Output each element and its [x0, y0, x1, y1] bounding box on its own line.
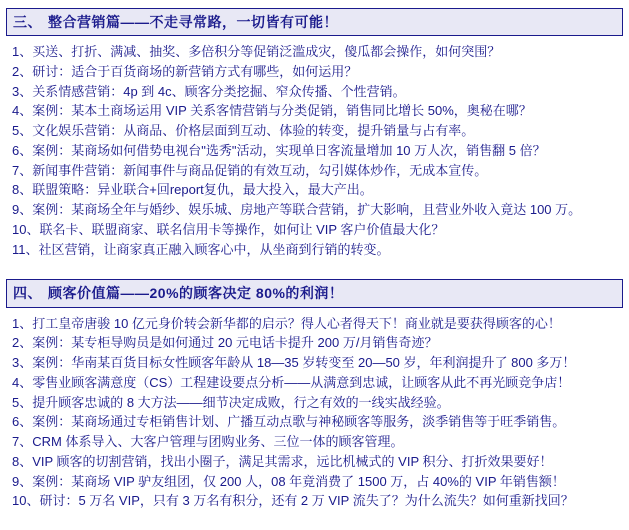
list-item: 7、CRM 体系导入、大客户管理与团购业务、三位一体的顾客管理。	[12, 434, 404, 450]
list-item: 8、VIP 顾客的切割营销，找出小圈子，满足其需求，远比机械式的 VIP 积分、打折效果要好！	[12, 453, 553, 469]
section-4-items	[6, 308, 623, 514]
list-item: 8、联盟策略：异业联合+回report复仇，最大投入，最大产出。	[12, 182, 373, 198]
list-item: 1、打工皇帝唐骏 10 亿元身价转会新华都的启示？得人心者得天下！商业就是要获得顾客的心！	[12, 315, 561, 331]
list-item: 10、联名卡、联盟商家、联名信用卡等操作，如何让 VIP 客户价值最大化？	[12, 221, 445, 237]
section-3-title: 整合营销篇——不走寻常路，一切皆有可能！	[48, 14, 338, 30]
list-item: 7、新闻事件营销：新闻事件与商品促销的有效互动，勾引媒体炒作，无成本宣传。	[12, 162, 488, 178]
list-item: 6、案例：某商场通过专柜销售计划、广播互动点歌与神秘顾客等服务，淡季销售等于旺季销售。	[12, 414, 566, 430]
section-3-number: 三、	[13, 14, 42, 30]
list-item: 9、案例：某商场 VIP 驴友组团，仅 200 人，08 年竟消费了 1500 万，占 40%的 VIP 年销售额！	[12, 473, 565, 489]
list-item: 5、文化娱乐营销：从商品、价格层面到互动、体验的转变，提升销量与占有率。	[12, 123, 475, 139]
section-4-number: 四、	[13, 285, 42, 302]
section-3-items	[6, 36, 623, 261]
list-item: 9、案例：某商场全年与婚纱、娱乐城、房地产等联合营销，扩大影响，且营业外收入竟达 100 万。	[12, 202, 582, 218]
list-item: 4、案例：某本土商场运用 VIP 关系客情营销与分类促销，销售同比增长 50%，奥秘在哪？	[12, 103, 532, 119]
list-item: 10、研讨：5 万名 VIP，只有 3 万名有积分，还有 2 万 VIP 流失了？为什么流失？如何重新找回？	[12, 493, 574, 509]
section-3	[6, 8, 623, 261]
list-item: 6、案例：某商场如何借势电视台"选秀"活动，实现单日客流量增加 10 万人次，销售翻 5 倍？	[12, 142, 546, 158]
section-4-title: 顾客价值篇——20%的顾客决定 80%的利润！	[48, 285, 344, 302]
list-item: 1、买送、打折、满减、抽奖、多倍积分等促销泛滥成灾，傻瓜都会操作，如何突围？	[12, 44, 501, 60]
section-3-header	[6, 8, 623, 36]
list-item: 3、案例：华南某百货目标女性顾客年龄从 18—35 岁转变至 20—50 岁，年利润提升了 800 多万！	[12, 355, 576, 371]
list-item: 2、研讨：适合于百货商场的新营销方式有哪些，如何运用？	[12, 63, 358, 79]
list-item: 11、社区营销，让商家真正融入顾客心中，从坐商到行销的转变。	[12, 241, 390, 257]
section-4-header	[6, 279, 623, 307]
list-item: 5、提升顾客忠诚的 8 大方法——细节决定成败，行之有效的一线实战经验。	[12, 394, 450, 410]
section-spacer	[6, 265, 623, 279]
list-item: 4、零售业顾客满意度（CS）工程建设要点分析——从满意到忠诚，让顾客从此不再光顾竞争店！	[12, 374, 571, 390]
section-4	[6, 279, 623, 513]
list-item: 3、关系情感营销：4p 到 4c、顾客分类挖掘、窄众传播、个性营销。	[12, 83, 406, 99]
list-item: 2、案例：某专柜导购员是如何通过 20 元电话卡提升 200 万/月销售奇迹？	[12, 335, 438, 351]
